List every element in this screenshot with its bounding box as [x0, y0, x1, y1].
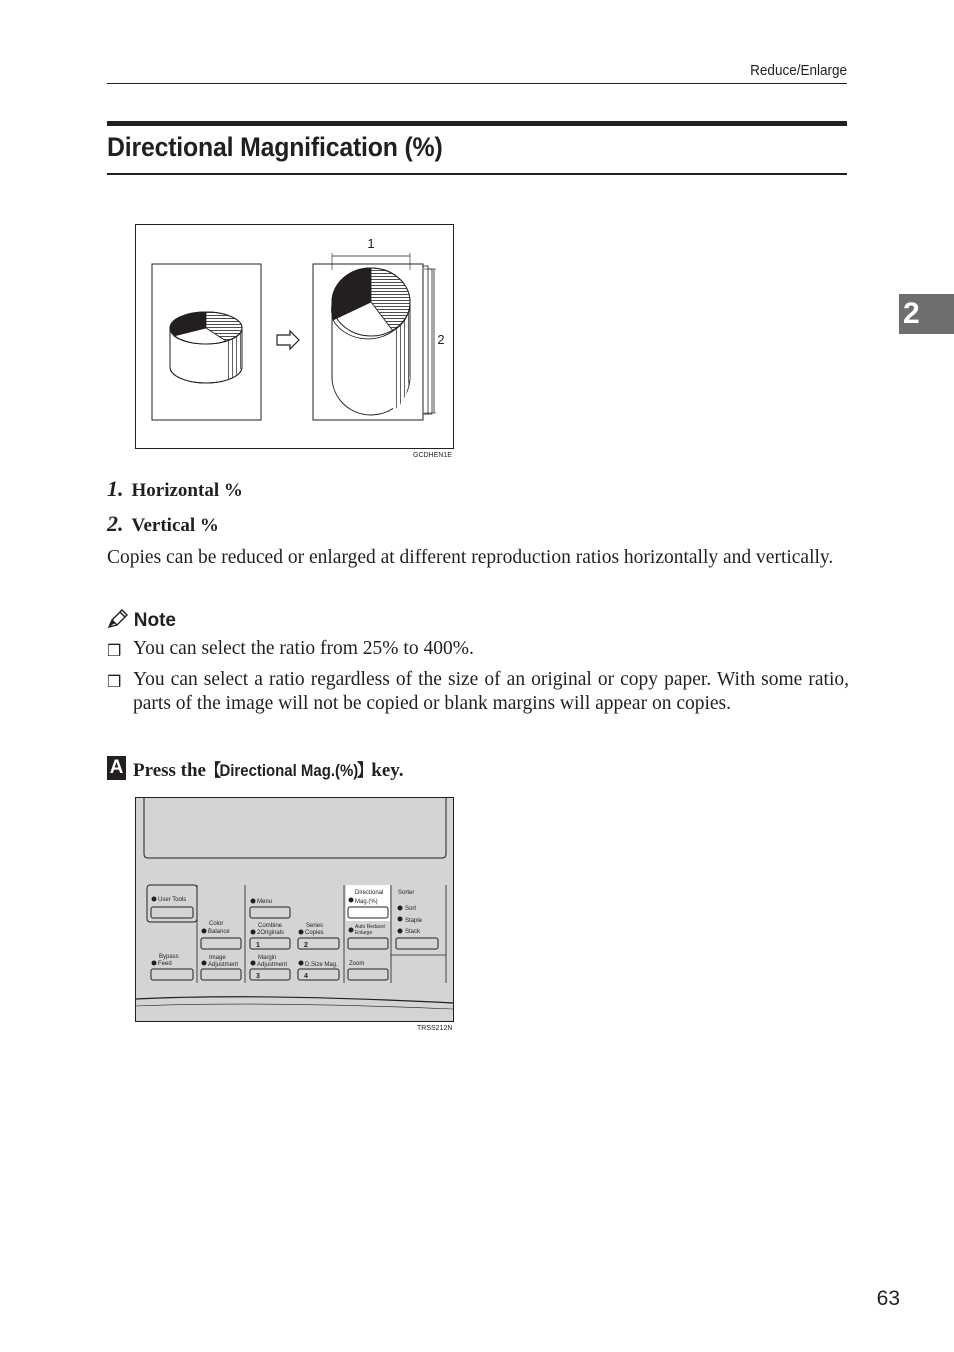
note-heading: Note [107, 609, 176, 632]
list-item: 2. Vertical % [107, 511, 219, 536]
enlarged-cylinder [331, 268, 410, 415]
magnification-figure [135, 224, 454, 449]
key-2-label: 2 [304, 942, 308, 949]
note-item: ❒ You can select a ratio regardless of the size of an original or copy paper. With some ratio, parts of the image will not be copied or blank margins will appear on copies. [107, 669, 849, 714]
chapter-tab: 2 [899, 294, 954, 334]
running-header: Reduce/Enlarge [750, 62, 847, 79]
staple-label: Staple [405, 918, 423, 924]
key-4-label: 4 [304, 973, 308, 980]
list-item: 1. Horizontal % [107, 476, 243, 501]
series-label-2: Copies [305, 930, 324, 936]
key-name: Directional Mag.(%) [219, 761, 359, 780]
callout-1: 1 [367, 236, 375, 251]
image-label-2: Adjustment [208, 962, 239, 968]
zoom-button [348, 969, 388, 980]
margin-label-1: Margin [258, 955, 277, 961]
figure-code: TRSS212N [417, 1025, 453, 1032]
image-label-1: Image [209, 955, 226, 961]
sorter-label: Sorter [398, 890, 415, 896]
combine-label-1: Combine [258, 923, 283, 929]
title-top-rule [107, 121, 847, 126]
callout-2: 2 [437, 332, 445, 347]
header-rule [107, 83, 847, 84]
checkbox-bullet-icon: ❒ [107, 674, 122, 691]
auto-label-1: Auto Reduce/ [355, 924, 386, 930]
sorter-button [396, 938, 438, 949]
color-label-1: Color [209, 921, 224, 927]
page-number: 63 [876, 1287, 900, 1310]
control-panel-figure [135, 797, 454, 1022]
arrow-icon [277, 331, 299, 349]
user-tools-button [151, 907, 193, 918]
directional-label-1: Directional [355, 890, 384, 896]
figure-code: GCDHEN1E [413, 452, 452, 459]
checkbox-bullet-icon: ❒ [107, 643, 122, 660]
key-1-label: 1 [256, 942, 260, 949]
step-number-badge: A [107, 756, 126, 780]
bracket-open: 【 [205, 761, 221, 780]
auto-label-2: Enlarge [355, 930, 373, 936]
margin-label-2: Adjustment [257, 962, 288, 968]
menu-label: Menu [257, 899, 273, 905]
bracket-close: 】 [356, 761, 372, 780]
dsize-label: D.Size Mag. [305, 962, 338, 968]
auto-reduce-enlarge-button [348, 938, 388, 949]
color-balance-button [201, 938, 241, 949]
original-cylinder [170, 312, 242, 383]
bypass-label-2: Feed [158, 961, 172, 967]
bypass-label-1: Bypass [159, 954, 179, 960]
control-panel-illustration [136, 798, 453, 1021]
combine-label-2: 2Originals [257, 930, 285, 936]
bypass-feed-button [151, 969, 193, 980]
pencil-icon [107, 609, 129, 629]
sort-label: Sort [405, 906, 417, 912]
series-label-1: Series [306, 923, 324, 929]
magnification-illustration [136, 225, 453, 448]
directional-label-2: Mag.(%) [355, 899, 378, 905]
note-item: ❒ You can select the ratio from 25% to 400%. [107, 637, 849, 661]
key-3-label: 3 [256, 973, 260, 980]
color-label-2: Balance [208, 929, 230, 935]
directional-mag-button [348, 907, 388, 918]
user-tools-label: User Tools [158, 897, 187, 903]
menu-button [250, 907, 290, 918]
section-title: Directional Magnification (%) [107, 132, 443, 162]
title-bottom-rule [107, 173, 847, 175]
image-adjustment-button [201, 969, 241, 980]
zoom-label: Zoom [349, 961, 365, 967]
body-paragraph: Copies can be reduced or enlarged at different reproduction ratios horizontally and vertically. [107, 547, 834, 568]
stack-label: Stack [405, 929, 421, 935]
step-instruction: A Press the 【Directional Mag.(%)】 key. [107, 756, 403, 782]
